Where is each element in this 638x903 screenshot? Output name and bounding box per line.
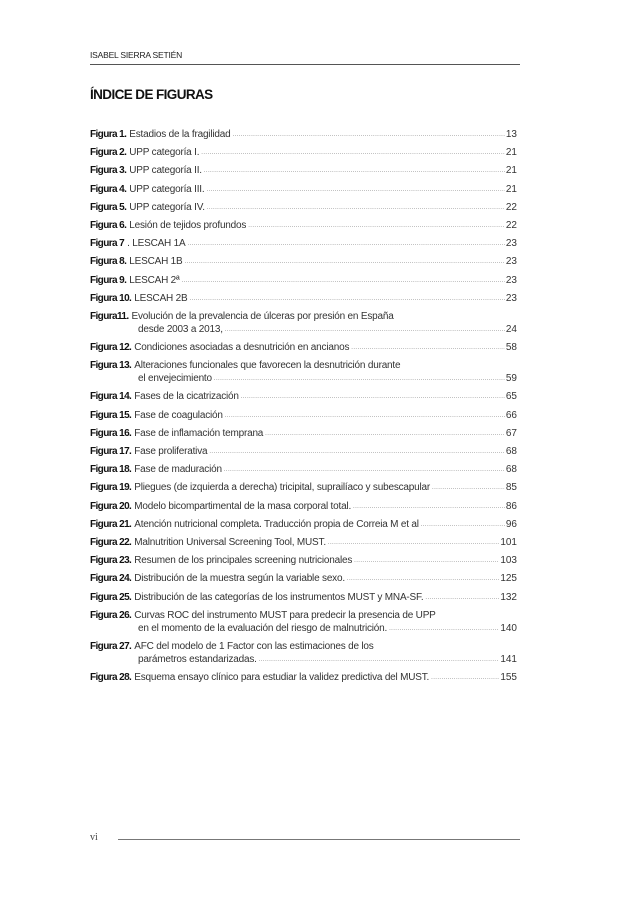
toc-entry[interactable] xyxy=(90,237,517,250)
dot-leader xyxy=(259,656,500,664)
toc-entry[interactable] xyxy=(90,183,517,196)
figure-caption: Fase proliferativa xyxy=(134,446,208,457)
page-ref: 125 xyxy=(500,573,517,585)
page-ref: 132 xyxy=(500,591,517,603)
toc-entry-line xyxy=(90,146,517,159)
toc-entry-line xyxy=(90,183,517,196)
figure-label: Figura 2. xyxy=(90,147,127,159)
page-ref: 68 xyxy=(505,464,517,476)
figure-label: Figura 20. xyxy=(90,500,132,512)
figure-label: Figura 19. xyxy=(90,482,132,494)
figure-label: Figura 21. xyxy=(90,518,132,530)
dot-leader xyxy=(209,448,505,456)
figure-label: Figura 16. xyxy=(90,427,132,439)
toc-entry-line xyxy=(90,591,517,604)
figure-caption: Distribución de las categorías de los instrumentos MUST y MNA-SF. xyxy=(134,591,424,603)
page-ref: 22 xyxy=(505,201,517,213)
page-ref: 141 xyxy=(500,653,517,665)
figure-label: Figura 23. xyxy=(90,555,132,567)
toc-entry[interactable] xyxy=(90,359,517,385)
page-ref: 23 xyxy=(505,238,517,250)
toc-entry[interactable] xyxy=(90,671,517,684)
page-ref: 23 xyxy=(505,256,517,268)
page-ref: 101 xyxy=(500,536,517,548)
dot-leader xyxy=(347,575,499,583)
toc-entry-line xyxy=(90,609,517,622)
figure-caption: . LESCAH 1A xyxy=(127,238,186,250)
figure-caption: LESCAH 2ª xyxy=(129,274,180,286)
figure-label: Figura 22. xyxy=(90,536,132,548)
figure-label: Figura 28. xyxy=(90,672,132,684)
toc-entry-line xyxy=(90,390,517,403)
dot-leader xyxy=(185,258,505,266)
dot-leader xyxy=(225,326,505,334)
dot-leader xyxy=(328,539,499,547)
figure-caption: en el momento de la evaluación del riesgo de malnutrición. xyxy=(138,622,388,634)
page-ref: 86 xyxy=(505,500,517,512)
toc-entry-line xyxy=(90,201,517,214)
figure-label: Figura 25. xyxy=(90,591,132,603)
page-ref: 59 xyxy=(505,373,517,385)
figure-caption: Fase de inflamación temprana xyxy=(134,427,264,439)
figure-caption: Evolución de la prevalencia de úlceras por presión en España xyxy=(131,310,394,322)
toc-entry[interactable] xyxy=(90,310,517,336)
figure-label: Figura 9. xyxy=(90,274,127,286)
page-ref: 13 xyxy=(505,129,517,140)
figure-caption: Esquema ensayo clínico para estudiar la validez predictiva del MUST. xyxy=(134,672,430,684)
toc-entry-line xyxy=(90,255,517,268)
figure-label: Figura 1. xyxy=(90,129,127,140)
toc-entry-line xyxy=(90,128,517,141)
figure-label: Figura 13. xyxy=(90,360,132,372)
figure-caption: Curvas ROC del instrumento MUST para predecir la presencia de UPP xyxy=(134,609,436,621)
toc-entry-line xyxy=(90,372,517,385)
dot-leader xyxy=(425,594,499,602)
dot-leader xyxy=(351,344,505,352)
page-ref: 24 xyxy=(505,323,517,335)
figure-label: Figura 26. xyxy=(90,609,132,621)
figure-label: Figura 7 xyxy=(90,238,125,250)
figure-caption: Distribución de la muestra según la variable sexo. xyxy=(134,573,345,585)
toc-entry-line xyxy=(90,274,517,287)
toc-entry[interactable] xyxy=(90,390,517,403)
toc-entry-line xyxy=(90,653,517,666)
page-ref: 155 xyxy=(500,672,517,684)
page-ref: 66 xyxy=(505,409,517,421)
figure-label: Figura 8. xyxy=(90,256,127,268)
dot-leader xyxy=(241,393,505,401)
dot-leader xyxy=(214,375,505,383)
toc-entry-line xyxy=(90,518,517,531)
page-footer xyxy=(90,832,520,846)
figure-label: Figura11. xyxy=(90,310,129,322)
toc-entry-line xyxy=(90,237,517,250)
toc-entry[interactable] xyxy=(90,518,517,531)
figure-label: Figura 4. xyxy=(90,183,127,195)
page-ref: 68 xyxy=(505,446,517,457)
dot-leader xyxy=(204,167,505,175)
toc-entry[interactable] xyxy=(90,128,517,141)
toc-entry-line xyxy=(90,359,517,372)
toc-entry[interactable] xyxy=(90,255,517,268)
toc-entry-line xyxy=(90,500,517,513)
toc-entry-line xyxy=(90,554,517,567)
page-ref: 23 xyxy=(505,292,517,304)
page-ref: 65 xyxy=(505,391,517,403)
page-ref: 140 xyxy=(500,622,517,634)
figure-caption: Fase de coagulación xyxy=(134,409,223,421)
figure-caption: LESCAH 1B xyxy=(129,256,183,268)
figure-caption: Condiciones asociadas a desnutrición en ancianos xyxy=(134,342,350,354)
figure-caption: Pliegues (de izquierda a derecha) tricipital, suprailíaco y subescapular xyxy=(134,482,431,494)
toc-entry-line xyxy=(90,323,517,336)
figure-caption: Modelo bicompartimental de la masa corporal total. xyxy=(134,500,352,512)
figure-caption: el envejecimiento xyxy=(138,373,212,385)
toc-entry[interactable] xyxy=(90,481,517,494)
page-ref: 96 xyxy=(505,518,517,530)
toc-entry-line xyxy=(90,463,517,476)
page-ref: 67 xyxy=(505,427,517,439)
toc-entry[interactable] xyxy=(90,219,517,232)
toc-entry-line xyxy=(90,640,517,653)
toc-entry[interactable] xyxy=(90,500,517,513)
toc-entry-line xyxy=(90,445,517,458)
toc-entry-line xyxy=(90,219,517,232)
dot-leader xyxy=(248,222,505,230)
figure-caption: Resumen de los principales screening nutricionales xyxy=(134,555,353,567)
figure-caption: Fase de maduración xyxy=(134,464,222,476)
figure-label: Figura 6. xyxy=(90,219,127,231)
toc-entry-line xyxy=(90,164,517,177)
page-ref: 21 xyxy=(505,165,517,177)
header-rule xyxy=(90,64,520,65)
toc-entry[interactable] xyxy=(90,146,517,159)
page-number: vi xyxy=(90,832,98,843)
toc-entry[interactable] xyxy=(90,536,517,549)
figure-caption: UPP categoría I. xyxy=(129,147,200,159)
figure-caption: parámetros estandarizadas. xyxy=(138,653,257,665)
page-ref: 23 xyxy=(505,274,517,286)
toc-entry[interactable] xyxy=(90,554,517,567)
toc-entry[interactable] xyxy=(90,427,517,440)
toc-entry-line xyxy=(90,572,517,585)
figure-label: Figura 5. xyxy=(90,201,127,213)
figure-caption: AFC del modelo de 1 Factor con las estimaciones de los xyxy=(134,640,374,652)
page-title: ÍNDICE DE FIGURAS xyxy=(90,87,213,102)
dot-leader xyxy=(353,503,505,511)
dot-leader xyxy=(182,277,505,285)
figure-index-list xyxy=(90,128,517,689)
toc-entry[interactable] xyxy=(90,409,517,422)
figure-label: Figura 10. xyxy=(90,292,132,304)
running-header xyxy=(90,50,520,60)
dot-leader xyxy=(206,186,504,194)
toc-entry[interactable] xyxy=(90,292,517,305)
toc-entry-line xyxy=(90,622,517,635)
dot-leader xyxy=(225,412,505,420)
figure-caption: Lesión de tejidos profundos xyxy=(129,219,247,231)
toc-entry[interactable] xyxy=(90,640,517,666)
figure-label: Figura 24. xyxy=(90,573,132,585)
page-ref: 21 xyxy=(505,183,517,195)
figure-label: Figura 15. xyxy=(90,409,132,421)
toc-entry-line xyxy=(90,409,517,422)
dot-leader xyxy=(432,484,505,492)
dot-leader xyxy=(421,521,505,529)
toc-entry[interactable] xyxy=(90,274,517,287)
toc-entry-line xyxy=(90,310,517,323)
dot-leader xyxy=(224,466,505,474)
figure-caption: Atención nutricional completa. Traducción propia de Correia M et al xyxy=(134,518,419,530)
toc-entry-line xyxy=(90,292,517,305)
page-ref: 21 xyxy=(505,147,517,159)
toc-entry-line xyxy=(90,481,517,494)
toc-entry[interactable] xyxy=(90,572,517,585)
toc-entry[interactable] xyxy=(90,445,517,458)
dot-leader xyxy=(232,131,504,139)
figure-caption: Fases de la cicatrización xyxy=(134,391,239,403)
dot-leader xyxy=(201,149,505,157)
figure-caption: LESCAH 2B xyxy=(134,292,188,304)
toc-entry-line xyxy=(90,341,517,354)
figure-label: Figura 18. xyxy=(90,464,132,476)
dot-leader xyxy=(431,674,499,682)
figure-caption: UPP categoría III. xyxy=(129,183,205,195)
dot-leader xyxy=(389,625,499,633)
dot-leader xyxy=(265,430,505,438)
header-author: ISABEL SIERRA SETIÉN xyxy=(90,50,183,60)
dot-leader xyxy=(207,204,505,212)
page-ref: 103 xyxy=(500,555,517,567)
figure-label: Figura 17. xyxy=(90,446,132,457)
toc-entry-line xyxy=(90,671,517,684)
figure-label: Figura 3. xyxy=(90,165,127,177)
toc-entry[interactable] xyxy=(90,591,517,604)
toc-entry[interactable] xyxy=(90,463,517,476)
figure-caption: Estadios de la fragilidad xyxy=(129,129,231,140)
page-ref: 58 xyxy=(505,342,517,354)
figure-caption: Alteraciones funcionales que favorecen la desnutrición durante xyxy=(134,360,401,372)
toc-entry-line xyxy=(90,427,517,440)
figure-label: Figura 14. xyxy=(90,391,132,403)
toc-entry[interactable] xyxy=(90,341,517,354)
dot-leader xyxy=(354,557,499,565)
footer-rule xyxy=(118,839,520,840)
figure-label: Figura 12. xyxy=(90,342,132,354)
toc-entry[interactable] xyxy=(90,164,517,177)
page-ref: 22 xyxy=(505,219,517,231)
figure-caption: desde 2003 a 2013, xyxy=(138,323,223,335)
figure-caption: Malnutrition Universal Screening Tool, MUST. xyxy=(134,536,326,548)
figure-caption: UPP categoría II. xyxy=(129,165,202,177)
toc-entry-line xyxy=(90,536,517,549)
figure-label: Figura 27. xyxy=(90,640,132,652)
figure-caption: UPP categoría IV. xyxy=(129,201,205,213)
page-ref: 85 xyxy=(505,482,517,494)
toc-entry[interactable] xyxy=(90,201,517,214)
dot-leader xyxy=(189,295,504,303)
dot-leader xyxy=(188,240,505,248)
toc-entry[interactable] xyxy=(90,609,517,635)
